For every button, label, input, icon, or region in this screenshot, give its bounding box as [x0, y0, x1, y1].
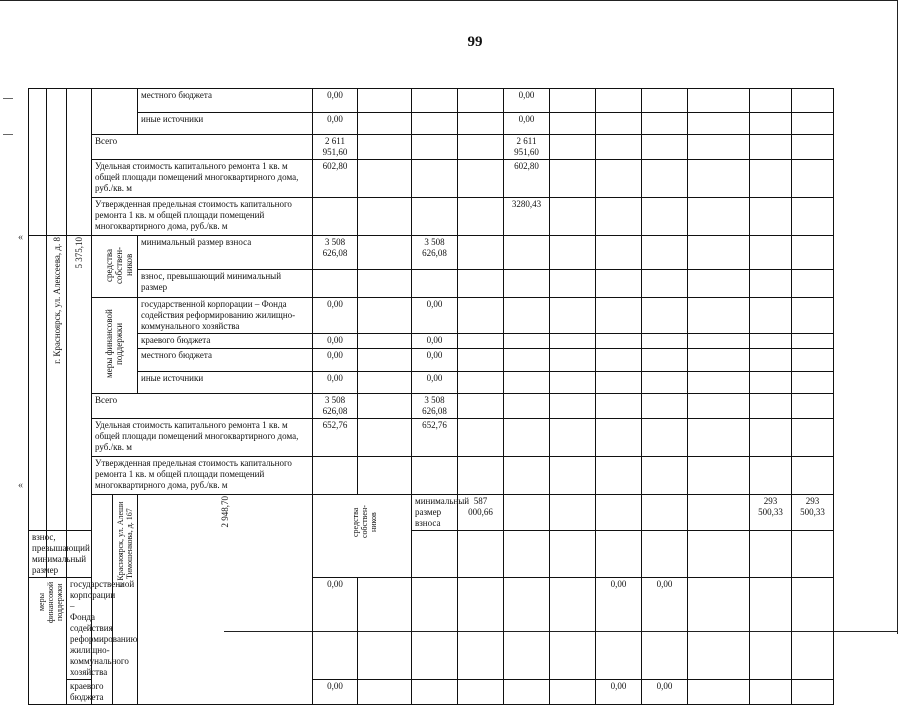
value-cell: 2 611 951,60: [504, 135, 550, 160]
table-row: [29, 198, 834, 236]
table-row: [29, 495, 834, 531]
value-cell: 652,76: [412, 419, 458, 457]
row-label: государственной корпорации – Фонда содействия реформированию жилищно-коммунального хозяйства: [138, 298, 313, 334]
row-label: иные источники: [138, 371, 313, 393]
value-cell: 3 508 626,08: [412, 236, 458, 270]
value-cell: 0,00: [504, 89, 550, 113]
row-label: Утвержденная предельная стоимость капитального ремонта 1 кв. м общей площади помещений многоквартирного дома, руб./кв. м: [92, 457, 313, 495]
table-row: [29, 270, 834, 298]
table-row: [29, 160, 834, 198]
value-cell: 0,00: [642, 578, 688, 680]
table-row: [29, 334, 834, 348]
value-cell: 587 000,66: [458, 495, 504, 531]
row-label: Всего: [92, 135, 313, 160]
value-cell: 0,00: [412, 298, 458, 334]
row-label: минимальный размер взноса: [412, 495, 458, 531]
cell-empty: [47, 89, 67, 236]
row-label: Утвержденная предельная стоимость капитального ремонта 1 кв. м общей площади помещений многоквартирного дома, руб./кв. м: [92, 198, 313, 236]
cell-empty: [29, 89, 47, 236]
house-area: 5 375,10: [67, 236, 92, 531]
house-address: г. Красноярск, ул. Алеши Тимошенкова, д. 167: [113, 495, 138, 705]
value-cell: 3 508 626,08: [412, 394, 458, 419]
table-row: [29, 348, 834, 371]
group-owners-funds: средства собствен-ников: [92, 236, 138, 298]
value-cell: 0,00: [313, 371, 358, 393]
value-cell: 0,00: [412, 371, 458, 393]
capital-repair-table: [28, 88, 834, 705]
group-owners-funds: средства собствен-ников: [313, 495, 412, 578]
row-label: Всего: [92, 394, 313, 419]
continuation-mark: «: [18, 480, 23, 491]
value-cell: 602,80: [313, 160, 358, 198]
house-area: 2 948,70: [138, 495, 313, 705]
cell-empty: [92, 89, 138, 135]
value-cell: 0,00: [642, 680, 688, 705]
row-label: Удельная стоимость капитального ремонта 1 кв. м общей площади помещений многоквартирного дома, руб./кв. м: [92, 160, 313, 198]
margin-tick: [3, 98, 13, 99]
frame-right-border: [897, 0, 898, 634]
value-cell: 0,00: [313, 348, 358, 371]
table-row: [29, 236, 834, 270]
value-cell: 0,00: [596, 680, 642, 705]
value-cell: 0,00: [313, 113, 358, 135]
value-cell: 0,00: [412, 348, 458, 371]
cell-empty: [29, 236, 47, 531]
row-label: взнос, превышающий минимальный размер: [29, 531, 47, 578]
row-label: местного бюджета: [138, 348, 313, 371]
table-row: [29, 371, 834, 393]
value-cell: 0,00: [313, 298, 358, 334]
continuation-mark: «: [18, 232, 23, 243]
table-row: [29, 113, 834, 135]
table-row: [29, 89, 834, 113]
value-cell: 0,00: [412, 334, 458, 348]
value-cell: 0,00: [504, 113, 550, 135]
page-number: 99: [467, 34, 483, 50]
value-cell: 0,00: [596, 578, 642, 680]
value-cell: 0,00: [313, 680, 358, 705]
margin-tick: [3, 134, 13, 135]
row-label: взнос, превышающий минимальный размер: [138, 270, 313, 298]
row-label: местного бюджета: [138, 89, 313, 113]
table-row: [29, 135, 834, 160]
value-cell: 3 508 626,08: [313, 394, 358, 419]
value-cell: 293 500,33: [792, 495, 834, 531]
frame-top-border: [0, 0, 898, 1]
row-label: краевого бюджета: [138, 334, 313, 348]
row-label: Удельная стоимость капитального ремонта 1 кв. м общей площади помещений многоквартирного дома, руб./кв. м: [92, 419, 313, 457]
group-financial-support: меры финансовой поддержки: [92, 298, 138, 394]
value-cell: 652,76: [313, 419, 358, 457]
table-row: [29, 394, 834, 419]
value-cell: 293 500,33: [750, 495, 792, 531]
value-cell: 602,80: [504, 160, 550, 198]
table-row: [29, 457, 834, 495]
value-cell: 2 611 951,60: [313, 135, 358, 160]
row-label: государственной корпорации – Фонда содействия реформированию жилищно-коммунального хозяйства: [67, 578, 92, 680]
table-row: [29, 419, 834, 457]
value-cell: 0,00: [313, 334, 358, 348]
cell-empty: [67, 89, 92, 236]
house-address: г. Красноярск, ул. Алексеева, д. 8: [47, 236, 67, 531]
value-cell: 3 508 626,08: [313, 236, 358, 270]
value-cell: 3280,43: [504, 198, 550, 236]
row-label: минимальный размер взноса: [138, 236, 313, 270]
row-label: краевого бюджета: [67, 680, 92, 705]
group-financial-support: меры финансовой поддержки: [29, 578, 67, 705]
value-cell: 0,00: [313, 89, 358, 113]
table-row: [29, 298, 834, 334]
row-label: иные источники: [138, 113, 313, 135]
value-cell: 0,00: [313, 578, 358, 680]
